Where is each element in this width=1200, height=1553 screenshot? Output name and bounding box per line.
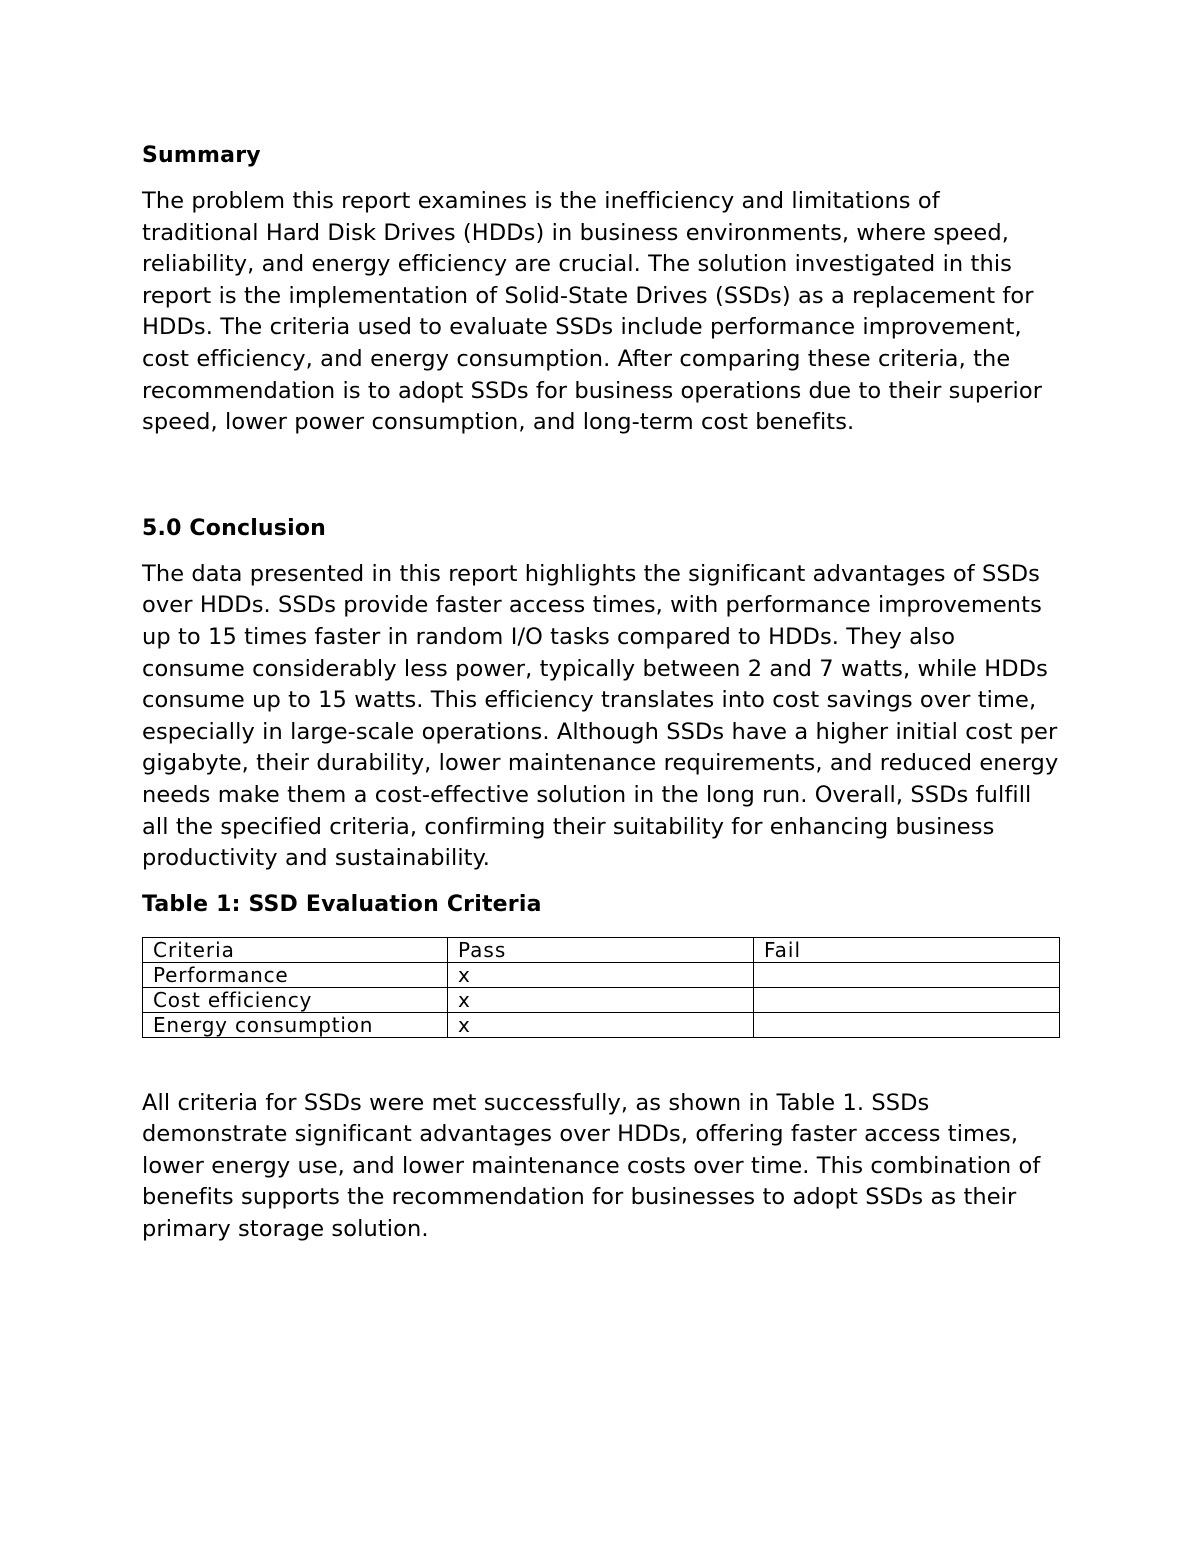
table-cell-pass: x (448, 987, 754, 1012)
evaluation-criteria-table (142, 937, 1060, 1038)
closing-paragraph: All criteria for SSDs were met successfully, as shown in Table 1. SSDs demonstrate significant advantages over HDDs, offering faster access times, lower energy use, and lower maintenance costs over time. This combination of benefits supports the recommendation for businesses to adopt SSDs as their primary storage solution. (142, 1089, 1041, 1243)
conclusion-paragraph: The data presented in this report highlights the significant advantages of SSDs over HDDs. SSDs provide faster access times, with performance improvements up to 15 times faster in random I/O tasks compared to HDDs. They also consume considerably less power, typically between 2 and 7 watts, while HDDs consume up to 15 watts. This efficiency translates into cost savings over time, especially in large-scale operations. Although SSDs have a higher initial cost per gigabyte, their durability, lower maintenance requirements, and reduced energy needs make them a cost-effective solution in the long run. Overall, SSDs fulfill all the specified criteria, confirming their suitability for enhancing business productivity and sustainability. (142, 560, 1059, 872)
table-cell-criteria: Energy consumption (143, 1012, 448, 1037)
table-cell-fail (754, 987, 1060, 1012)
table-cell-pass: x (448, 1012, 754, 1037)
table-row (143, 987, 1060, 1012)
summary-paragraph: The problem this report examines is the inefficiency and limitations of traditional Hard Disk Drives (HDDs) in business environments, where speed, reliability, and energy efficiency are crucial. The solution investigated in this report is the implementation of Solid-State Drives (SSDs) as a replacement for HDDs. The criteria used to evaluate SSDs include performance improvement, cost efficiency, and energy consumption. After comparing these criteria, the recommendation is to adopt SSDs for business operations due to their superior speed, lower power consumption, and long-term cost benefits. (142, 188, 1043, 436)
table-cell-criteria: Performance (143, 962, 448, 987)
table-header-row (143, 937, 1060, 962)
table-cell-fail (754, 1012, 1060, 1037)
table-row (143, 962, 1060, 987)
table-row (143, 1012, 1060, 1037)
document-page (142, 140, 1062, 1246)
table-header-criteria: Criteria (143, 937, 448, 962)
summary-heading: Summary (142, 143, 261, 168)
conclusion-heading: 5.0 Conclusion (142, 515, 327, 541)
table-cell-fail (754, 962, 1060, 987)
table-cell-criteria: Cost efficiency (143, 987, 448, 1012)
table-header-pass: Pass (448, 937, 754, 962)
table-cell-pass: x (448, 962, 754, 987)
table-caption: Table 1: SSD Evaluation Criteria (142, 891, 542, 917)
table-header-fail: Fail (754, 937, 1060, 962)
